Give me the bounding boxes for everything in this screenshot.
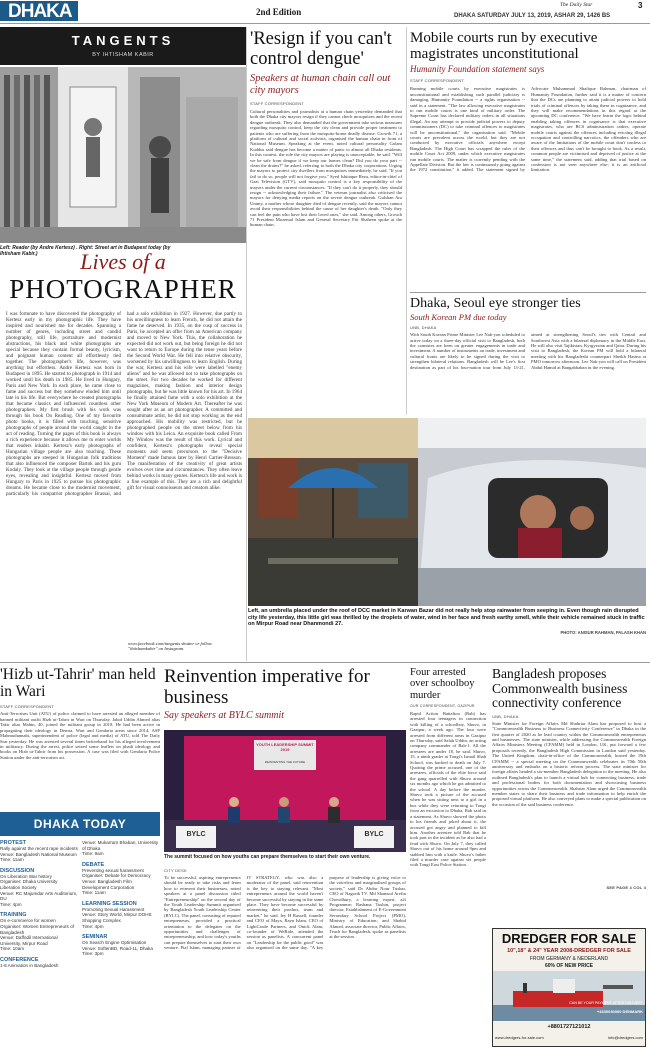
- ad-contact: +8801727121012: [547, 1024, 591, 1030]
- today-listing-line: Promoting Sexual Harassment: [82, 906, 145, 912]
- seoul-subhead: South Korean PM due today: [410, 312, 507, 323]
- arrest-body: Rapid Action Battalion (Rab) has arrested four teenagers in connection with killing of a schoolboy, Shuvo, in Gazipur, a week ago. The four were arrested from different areas in Gazipur on Thursday, said Salah Uddin, an acting company commander of Rab-1. All the arrestees are under 18, he said. Shuvo, 15, a ninth grader at Tongi's Ismail Shah School, was hacked to death on July 7. Quoting the prime accused, one of the arrestees, officials of the elite force said the gang quarrelled with Shuvo around six months ago which he got admitted to the school. A day before the murder, Shuvo took a picture of the accused when he was sitting next to a girl in a bus while they were returning to Tongi from an excursion to Dhaka, Rab said in a statement. As Shuvo showed the photo to his friends and joked about it, the accused got angry and planned to kill him. Another arrestee told Rab that he took part in the incident as he also had a feud with Shuvo. On July 7, they called Shuvo out of his home around 9pm and stabbed him with a knife. Shuvo's father filed a murder case against six people with Tongi East Police Station.: [410, 710, 486, 868]
- today-listing-line: Time: 9am: [82, 851, 104, 857]
- today-listing-line: Time: 10am: [0, 946, 25, 952]
- today-listing: [82, 862, 160, 896]
- today-listing-heading: DEBATE: [82, 861, 105, 868]
- summit-photo-caption: The summit focused on how youths can prepare themselves to start their own venture.: [164, 854, 371, 860]
- today-listing-line: On Search Engine Optimisation: [82, 940, 147, 946]
- today-listing: [0, 840, 78, 863]
- today-listing-line: Venue: Bangladesh Film Development Corporation: [82, 878, 135, 890]
- courts-story: [410, 30, 646, 300]
- kertesz-photo-pair: [0, 67, 246, 243]
- tahrir-body: Anti-Terrorism Unit (ATU) of police claimed to have arrested an alleged member of banned militant outfit Hizb ut-Tahrir in Wari on Thursday. Jahid Uddin Ahmed alias Takir alias Mahin, 40, joined the militant group in 2018. He had been active in propagating their ideology in Demra, Wari and Gendaria areas since 2014, ASP Mahmudunnabi, superintendent of police (legal and media) of ATU, told The Daily Star yesterday. He was arrested several times beforehand for his alleged involvement in militancy. During the arrest, police seized some leaflets on jihadi ideology and books on Hizb ut-Tahrir from his possession. A case was filed with Gendaria Police Station under the anti-terrorism act.: [0, 711, 160, 760]
- commonwealth-body: State Minister for Foreign Affairs Md Shahriar Alam has proposed to host a "Commonwealth Business to Business Connectivity Conference" in Dhaka in the first quarter of 2020 as he lead country within the Commonwealth entrepreneurs and businesses. The state minister, while addressing the Commonwealth Foreign Affairs Ministers Meeting (CFAMM) held in London, UK, put forward a few proposals recently, the Bangladesh High Commission in London said yesterday. The United Kingdom, chair-in-office of the Commonwealth, hosted the 19th CFAMM -- a special meeting on the Commonwealth celebrates its 70th 50th anniversary and embarks on a historic reform process. The state minister for foreign affairs headed a six-member Bangladesh delegation to the meeting. He also outlined Bangladesh's plan to launch a virtual hub for connecting business, trade and professional bodies for both documentation and showcasing business opportunities across the Commonwealth. Shahriar Alam urged the Commonwealth member states to share their business and trade information to help enrich the proposed virtual platform. He also conveyed plans to make a special publication on the occasion of the said business conference.: [492, 720, 646, 807]
- masthead-rule: [0, 23, 650, 24]
- lives-title-line1: Lives of a: [80, 249, 166, 274]
- today-listing-line: Time: 3pm: [82, 951, 104, 957]
- lives-title-line2: PHOTOGRAPHER: [9, 274, 237, 304]
- market-and-car-photo: [248, 418, 646, 606]
- today-listing-heading: TRAINING: [0, 912, 27, 919]
- summit-headline: Reinvention imperative for business: [164, 666, 370, 708]
- ad-email: info@dredgers.com: [608, 1035, 643, 1040]
- seoul-body: With South Korean Prime Minister Lee Nak-yon scheduled to arrive today on a three-day official visit to Bangladesh, both the countries are keen on greater engagements in trade and investment. A number of instruments on trade, investment and cultural fronts are likely to be signed during the visit to strengthen bilateral relations. Bangladesh will be Lee's first destination as part of his four-nation tour from July 13-21, aimed at strengthening Seoul's ties with Central and Southwest Asia with a bilateral diplomacy in the Middle East. He will also visit Tajikistan, Kyrgyzstan and Qatar. During his visit to Bangladesh, the Korean PM will hold a bilateral meeting with his Bangladeshi counterpart Sheikh Hasina at PMO tomorrow afternoon. Lee Nak-yon will call on President Abdul Hamid at Bangabhaban in the evening.: [410, 332, 646, 370]
- today-listing-line: Time: 11am: [82, 890, 106, 896]
- commonwealth-headline: Bangladesh proposes Commonwealth business connectivity conference: [492, 666, 628, 711]
- today-listing: [0, 868, 78, 908]
- ad-line-1: 10",18" & 24" YEAR 2008-DREDGER FOR SALE: [507, 948, 631, 954]
- courts-bottom-rule: [410, 292, 646, 293]
- tahrir-story: [0, 667, 160, 777]
- today-listing-line: Preventing sexual harassment: [82, 867, 144, 873]
- today-listing: [82, 901, 160, 929]
- today-listing-line: Venue: Daffodil International University, Mirpur Road: [0, 935, 58, 946]
- today-listing-line: Venue: RC Majumdar Arts Auditorium, DU: [0, 890, 78, 902]
- ad-line-2: FROM GERMANY & NEDERLAND: [529, 956, 609, 962]
- today-listing-heading: SEMINAR: [82, 934, 108, 941]
- commonwealth-jump: SEE PAGE 4 COL 4: [606, 884, 646, 890]
- tahrir-headline: 'Hizb ut-Tahrir' man held in Wari: [0, 666, 156, 700]
- ad-web: www.dredgers-for-sale.com: [495, 1035, 544, 1040]
- tahrir-byline: STAFF CORRESPONDENT: [0, 704, 54, 710]
- courts-headline: Mobile courts run by executive magistrates unconstitutional: [410, 30, 598, 63]
- dhaka-today-column-1: [0, 840, 78, 1045]
- courts-body: Running mobile courts by executive magistrates is unconstitutional and establishing such parallel judiciary is damaging, Humanity Foundation -- a rights organisation -- said in a statement. "The law allowing executive magistrates to run mobile courts is one kind of military order. The Supreme Court has declared military orders in all situations illegal. An any attempt to provide judicial powers to deputy commissioners (DC) to take criminal offences to magistrates will be unconstitutional," the organisation said. "Mobile courts are prevalent across the world, but they are not conducted by executive officials anywhere except Bangladesh. The High Court has scrapped the rules of the mobile Court Act 2009, under which executive magistrates run mobile courts. The matter is currently pending with the Appellate Division. But the law is continuously going against the 1972 constitution," it added. The statement signed by Advocate Muhammad Shafique Rahman, chairman of Humanity Foundation, further said it is a matter of concern that the DCs are planning to attain judicial powers to hold trials of criminal offences by taking these in cognizance, and they will make recommendations in this regard at the upcoming DC conference. "We have learnt the logic behind enabling taking offences in cognisance is that executive magistrates, who are BCS administration cadres, operate mobile courts against the offences including evicting illegal occupation and controlling narcotics, the offenders who are aware of the limitations of the mobile court don't confess to their offences and thus can't be brought to book. As a result, common people are victimised and deprived of justice at the same time," the statement said, adding that trial based on confession is not seen anywhere else; it is an artificial limitation.: [410, 86, 646, 173]
- today-listing-heading: CONFERENCE: [0, 956, 39, 963]
- today-listing-heading: LEARNING SESSION: [82, 900, 137, 907]
- resign-headline: 'Resign if you can't control dengue': [250, 29, 392, 69]
- page-number: 3: [638, 1, 643, 10]
- dhaka-today-box: [0, 812, 160, 1049]
- commonwealth-byline: UNB, DHAKA: [492, 713, 519, 719]
- today-listing-heading: PROTEST: [0, 840, 26, 846]
- podium-logo-right: BYLC: [364, 831, 384, 838]
- ad-line-3: 60% OF NEW PRICE: [544, 963, 594, 969]
- fold-rule: [0, 662, 650, 663]
- today-listing-line: Time: 4pm: [82, 923, 104, 929]
- today-listing-line: 1-8 Animation in Bangladesh: [0, 962, 59, 968]
- today-listing-line: Organiser: Dhaka University Liberation Society: [0, 879, 58, 890]
- seoul-headline: Dhaka, Seoul eye stronger ties: [410, 296, 581, 311]
- commonwealth-story: [492, 667, 646, 925]
- ad-title: DREDGER FOR SALE: [501, 931, 637, 946]
- today-listing-line: Venue: Bangladesh National Museum: [0, 851, 77, 857]
- dhaka-today-title: DHAKA TODAY: [33, 817, 127, 831]
- podium-logo-left: BYLC: [186, 831, 206, 838]
- tangents-photo-caption: Left: Reader (by Andre Kertesz) . Right: Street art in Budapest today (by Ihtisham Kabir.): [0, 245, 171, 257]
- resign-story: [250, 30, 402, 414]
- courts-subhead: Humanity Foundation statement says: [410, 64, 545, 75]
- tangents-kicker: TANGENTS: [71, 33, 175, 48]
- tangents-footer: www.facebook.com/tangents shutter or follow "ihtishamkabir" on Instagram.: [128, 641, 213, 652]
- resign-subhead: Speakers at human chain call out city mayors: [250, 72, 391, 96]
- seoul-byline: UNB, DHAKA: [410, 325, 437, 331]
- today-listing: [0, 957, 78, 969]
- today-listing-line: Organiser: Debate for Democracy: [82, 873, 151, 879]
- today-listing-line: On Liberation War history: [0, 873, 52, 879]
- dredger-ad: [492, 928, 646, 1047]
- summit-byline: CITY DESK: [164, 868, 187, 873]
- today-listing: [82, 840, 160, 857]
- today-listing-heading: DISCUSSION: [0, 867, 35, 874]
- today-listing-line: Rally against the recent rape incidents: [0, 846, 78, 851]
- today-listing: [82, 934, 160, 957]
- today-listing-line: On e-commerce for women: [0, 918, 56, 924]
- seoul-story: [410, 296, 646, 414]
- column-divider-2: [406, 27, 407, 415]
- courts-byline: STAFF CORRESPONDENT: [410, 78, 464, 84]
- ad-line-4: CAN BE YOUR PAYMENT AFTER DELIVERY: [569, 1001, 643, 1005]
- ad-phone: +4330030060 DENMARK: [596, 1009, 643, 1014]
- edition-label: 2nd Edition: [256, 7, 302, 17]
- arrest-byline: OUR CORRESPONDENT, GAZIPUR: [410, 703, 475, 708]
- resign-byline: STAFF CORRESPONDENT: [250, 100, 304, 106]
- today-listing-line: Venue: Story World, Mirpur DOHS Shopping Complex: [82, 912, 152, 923]
- rain-photo: [248, 418, 646, 606]
- masthead: [0, 0, 650, 25]
- tangents-section: [0, 27, 246, 661]
- summit-photo: [164, 730, 406, 852]
- summit-banner-subtitle: REINVENTING THE FUTURE: [264, 760, 306, 764]
- paper-name: The Daily Star: [560, 2, 593, 8]
- summit-subhead: Say speakers at BYLC summit: [164, 710, 284, 722]
- dhaka-today-column-2: [82, 840, 160, 1045]
- resign-body: Cultural personalities and journalists at a human chain yesterday demanded that both the Dhaka city mayors resign if they cannot check mosquitoes and the recent dengue outbreak. They also demanded that the government take serious measures regarding mosquito control, keep the city clean and provide proper treatment to patients who are suffering from the mosquito-borne deadly disease. Growth 71, a platform of cultural and social activists, organised the human chain in front of National Museum. Speaking at the event, noted cultural personality Golam Kuddus said dengue has become a matter of panic to almost all Dhaka residents. In this context, the role the city mayors are playing is unacceptable, he said. "Will we be safe from dengue if we keep our homes clean? Did you do your part -- clean the drains?" he asked, referring to both the Dhaka city corporations. Urging the mayors to protect city dwellers from mosquitoes immediately, he said, "If you fail to do so, people will not forgive you." Syed Ishtiaque Reza, editor-in-chief of Gazi Television (GTV), said mosquito control is a key responsibility of the mayors under the current circumstances. "If they can't do it properly, they should resign -- acknowledging their failure." The veteran journalist also criticised the mayors for denying media reports on the severe dengue outbreak. Gulshan Ara Ummy, a mother whose daughter died of dengue recently, said the mayors cannot avoid their responsibilities behind the cause of her daughter's death. "Only they can feel the pain who have lost their loved ones," she said. Among others, Growth 71 President Mozemal Islam and General Secretary Fiti Shaheen spoke at the human chain.: [250, 108, 402, 228]
- today-listing: [0, 912, 78, 952]
- arrest-story: [410, 667, 486, 1049]
- summit-body: To be successful, aspiring entrepreneurs should be ready to take risks and learn how to reinvent their businesses, noted speakers at a panel discussion titled "Entrepreneurship" on the second day of the Youth Leadership Summit organised by Bangladesh Youth Leadership Center (BYLC). The panel, consisting of reputed entrepreneurs, provided a practical orientation to the delegates on the opportunities and challenges of entrepreneurship, and how today's youths can prepare themselves to start their own venture. Pial Islam, managing partner of JT STRATEGY, who was also a moderator of the panel, said reinvention is the key to staying relevant. "Most entrepreneurs around the world haven't become successful by staying in the same place. They have become successful by reinventing their product, team and market," he said. Iey H Rassell, founder and CEO of Maya, Rayn Islam, CEO of LightCastle Partners, and Onick Alam, co-founder of WeRide, attended the session as panelists. A concurrent panel on "Leadership for the public good" was also organised on the same day. "A key purpose of leadership is giving voice to the voiceless and marginalised groups of society," said Dr Abdur Nour Tushar, CEO of Nagorik TV. Md Shamsul Arefin Chowdhury, a learning expert, a2i Programme; Rashana Tushin, project director, Establishment of E-Government Secondary School Project (PMO), Ministry of Education; and Shahid Ahmed, associate director, Public Affairs, Teach for Bangladesh, spoke as panelists at the session.: [164, 875, 406, 951]
- column-divider-1: [246, 27, 247, 661]
- today-listing-line: Organiser: Women Entrepreneurs of Bangladesh: [0, 923, 74, 935]
- dateline: DHAKA SATURDAY JULY 13, 2019, ASHAR 29, 1426 BS: [454, 13, 611, 19]
- today-listing-line: Time: 11am: [0, 857, 24, 863]
- today-listing-line: Time: 4pm: [0, 901, 22, 907]
- section-name: DHAKA: [8, 1, 72, 22]
- rain-photo-caption: Left, an umbrella placed under the roof of DCC market in Karwan Bazar did not really help stop rainwater from seeping in. Even though rain disrupted city life yesterday, this little girl was thrilled by the droplets of water, wind in her face and fresh earthy smell, while their vehicle remained stuck in traffic on Mirpur Road near Dhanmondi 27.: [248, 608, 645, 627]
- street-art-photo: [0, 67, 246, 243]
- today-listing-line: Venue: Mukarram Bhaban, University of Dhaka: [82, 840, 159, 851]
- tangents-body: I was fortunate to have discovered the photography of Kertesz early in my photographic life. They have inspired and nourished me for decades. Spanning a number of genres, including street and candid photography, still life, portraiture and modernist abstractions, his black and white photographs are special because they contain formal beauty, lyricism, and poignant human content all effortlessly tied together. The photographer's life, however, was anything but effortless. Andre Kertesz was born in Budapest in 1895. He started to photograph in 1914 and worked until his death in 1985. He lived in Hungary, Paris and New York. In each place, he came close to fame and success but they somehow eluded him until late in his life. But everywhere he created photographs that became classics and influenced countless other photographers. My first brush with his work was through his book On Reading. One of my favourite photo books, it is filled with touching, sensitive photographs of people around the world caught in the act of reading. Turning the pages of this book is always a rich experience because it allows me to enter worlds that readers inhabit. Kertesz's early photographs of Hungarian village people are also touching. These photographs are steeped in Hungarian folk traditions that also influenced the composer Bartok and his guru Kodaly. They look at the village people through gentle eyes, revealing and insightful. Kertesz moved from Hungary to Paris in 1925 to pursue his photographic dreams. He became close to the modernist movement, particularly his compatriot photographer Brassai, and had a solo exhibition in 1927. However, due partly to his unwillingness to learn French, he did not attain the fame he deserved. In 1935, on the cusp of success in Paris, he accepted an offer from an American company and moved to New York. This, the collaboration he expected did not work out, but being foreign he did not want to return to Europe during the tense years before the Second World War. He fell into relative obscurity, worsened by his unwillingness to learn English. During the war, Kertesz and his wife were labelled "enemy aliens" and he was allowed not to take photographs on the street. For two decades he worked for different magazines, making fashion and interior design photographs, but he was little known for his art. In 1964 he finally attained fame with a solo exhibition at the New York Museum of Modern Art. Thereafter he was sought after as an art photographer. A committed and consummate artist, he did not stop working as the end approached. His mobility was restricted, but he photographed people on the street below from his window with his Leica. An exquisite book called From My Window was the result of this work. Lyrical and confident, Kertesz's photographs reveal special moments and seem precursors to the "Decisive Moment" made famous later by Henri Cartier-Bresson. The manifestation of the creativity of great artists evolves over time and circumstances. They often leave behind works in many genres. Kertesz's life and work is a fine example of this. They are a rich and delightful gift for visual connoisseurs and creators alike.: [6, 311, 242, 497]
- summit-banner-title: YOUTH LEADERSHIP SUMMIT 2019: [256, 742, 314, 752]
- today-listing-line: Venue: SoftenBD, Road-11, Dhaka: [82, 945, 153, 951]
- arrest-headline: Four arrested over schoolboy murder: [410, 667, 475, 701]
- tangents-author: BY IHTISHAM KABIR: [92, 52, 154, 58]
- rain-photo-credit: PHOTO: ANISUR RAHMAN, PALASH KHAN: [560, 630, 646, 635]
